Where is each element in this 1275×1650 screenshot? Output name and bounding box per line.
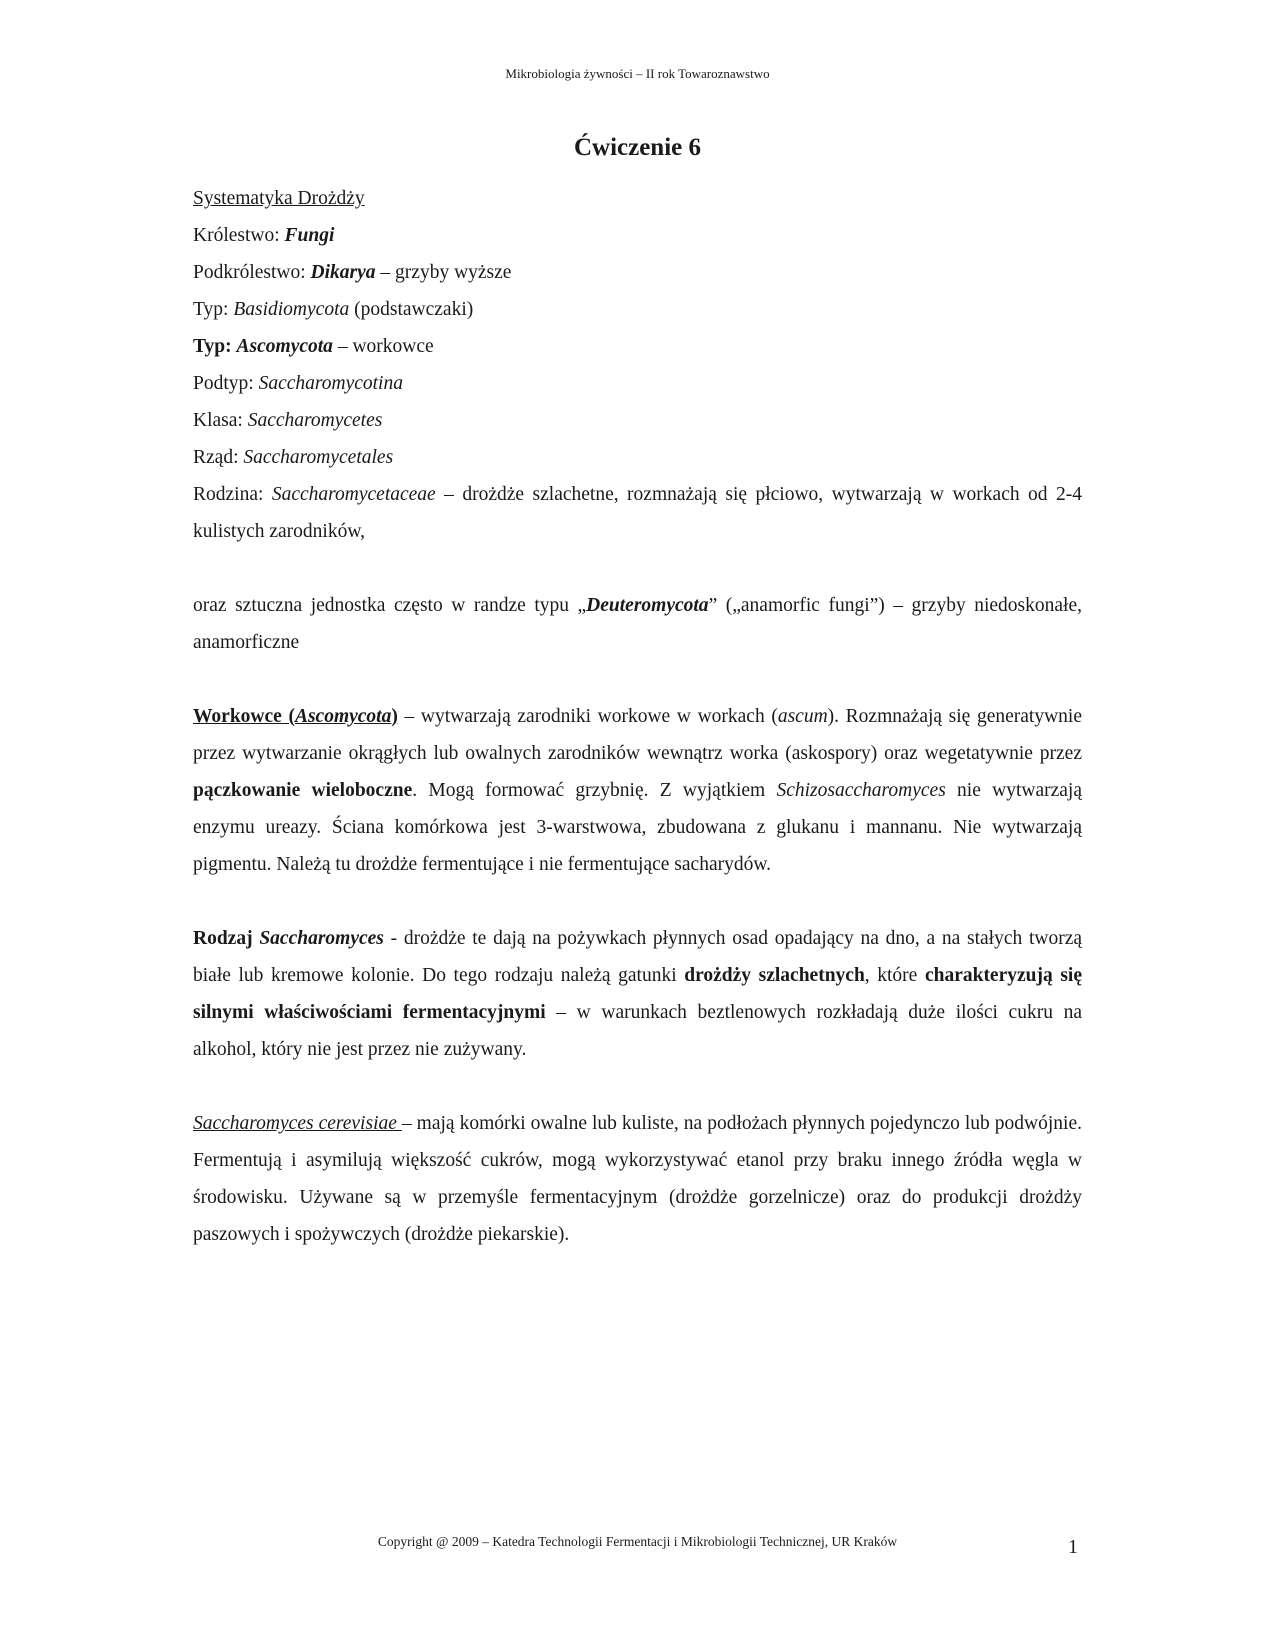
family-paragraph: Rodzina: Saccharomycetaceae – drożdże szlachetne, rozmnażają się płciowo, wytwarzają w workach od 2-4 kulistych zarodników,	[193, 484, 1082, 542]
genus-name: Saccharomyces	[259, 928, 384, 949]
cerevisiae-name: Saccharomyces cerevisiae	[193, 1113, 402, 1134]
page-title: Ćwiczenie 6	[573, 134, 702, 161]
deuteromycota-paragraph: oraz sztuczna jednostka często w randze typu „Deuteromycota” („anamorfic fungi”) – grzyby niedoskonałe, anamorficzne	[193, 595, 1082, 653]
page-footer: Copyright @ 2009 – Katedra Technologii Fermentacji i Mikrobiologii Technicznej, UR Kraków	[377, 1534, 898, 1549]
cerevisiae-paragraph: Saccharomyces cerevisiae – mają komórki owalne lub kuliste, na podłożach płynnych pojedynczo lub podwójnie. Fermentują i asymilują większość cukrów, mogą wykorzystywać etanol przy braku innego źródła węgla w środowisku. Używane są w przemyśle fermentacyjnym (drożdże gorzelnicze) oraz do produkcji drożdży paszowych i spożywczych (drożdże piekarskie).	[193, 1113, 1082, 1245]
type-ascomycota-line: Typ: Ascomycota – workowce	[193, 336, 434, 357]
kingdom-name: Fungi	[284, 225, 335, 246]
subkingdom-line: Podkrólestwo: Dikarya – grzyby wyższe	[193, 262, 512, 283]
class-line: Klasa: Saccharomycetes	[193, 410, 383, 431]
subtype-name: Saccharomycotina	[258, 373, 403, 394]
saccharomyces-genus-paragraph: Rodzaj Saccharomyces - drożdże te dają na pożywkach płynnych osad opadający na dno, a na stałych tworzą białe lub kremowe kolonie. Do tego rodzaju należą gatunki drożdży szlachetnych, które charakteryzują się silnymi właściwościami fermentacyjnymi – w warunkach beztlenowych rozkładają duże ilości cukru na alkohol, który nie jest przez nie zużywany.	[193, 928, 1083, 1060]
page-number: 1	[1068, 1536, 1078, 1558]
deuteromycota-name: Deuteromycota	[586, 595, 709, 616]
spacer	[193, 883, 1082, 920]
family-name: Saccharomycetaceae	[271, 484, 436, 505]
workowce-heading: Workowce (Ascomycota)	[193, 706, 398, 727]
spacer	[193, 661, 1082, 698]
budding-term: pączkowanie wieloboczne	[193, 780, 413, 801]
spacer	[193, 550, 1082, 587]
order-line: Rząd: Saccharomycetales	[193, 447, 394, 468]
type-ascomycota-name: Ascomycota	[236, 336, 333, 357]
order-name: Saccharomycetales	[243, 447, 394, 468]
spacer	[193, 1068, 1082, 1105]
subtype-line: Podtyp: Saccharomycotina	[193, 373, 403, 394]
class-name: Saccharomycetes	[247, 410, 383, 431]
document-body	[193, 180, 1082, 1253]
taxonomy-heading: Systematyka Drożdży	[193, 188, 365, 209]
subkingdom-name: Dikarya	[310, 262, 376, 283]
type-basidiomycota-name: Basidiomycota	[233, 299, 350, 320]
kingdom-line: Królestwo: Fungi	[193, 225, 335, 246]
workowce-paragraph: Workowce (Ascomycota) – wytwarzają zarodniki workowe w workach (ascum). Rozmnażają się generatywnie przez wytwarzanie okrągłych lub owalnych zarodników wewnątrz worka (askospory) oraz wegetatywnie przez pączkowanie wieloboczne. Mogą formować grzybnię. Z wyjątkiem Schizosaccharomyces nie wytwarzają enzymu ureazy. Ściana komórkowa jest 3-warstwowa, zbudowana z glukanu i mannanu. Nie wytwarzają pigmentu. Należą tu drożdże fermentujące i nie fermentujące sacharydów.	[193, 706, 1083, 875]
running-header: Mikrobiologia żywności – II rok Towaroznawstwo	[505, 66, 770, 81]
type-basidiomycota-line: Typ: Basidiomycota (podstawczaki)	[193, 299, 474, 320]
